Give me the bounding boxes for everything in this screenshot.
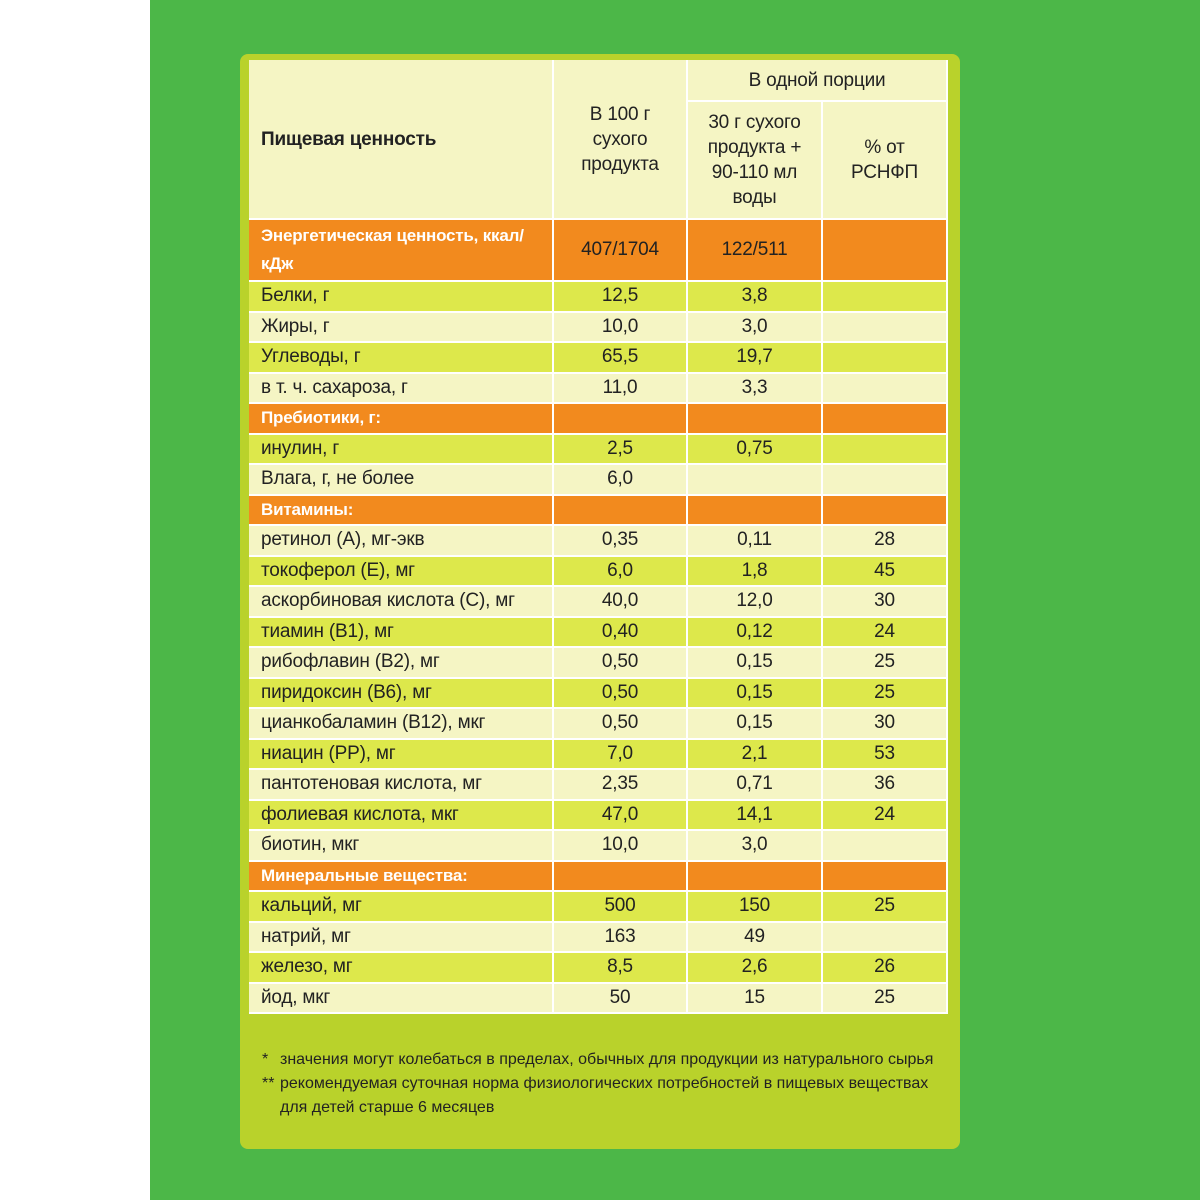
value-100g: 0,50 bbox=[554, 648, 688, 679]
row-label: тиамин (В1), мг bbox=[249, 618, 554, 649]
row-label: в т. ч. сахароза, г bbox=[249, 374, 554, 405]
value-serving: 12,0 bbox=[688, 587, 823, 618]
value-percent bbox=[823, 374, 948, 405]
footnote-2-continuation: для детей старше 6 месяцев bbox=[280, 1099, 495, 1116]
value-percent bbox=[823, 465, 948, 496]
value-percent: 25 bbox=[823, 648, 948, 679]
row-label: Энергетическая ценность, ккал/кДж bbox=[249, 220, 554, 282]
value-percent: 26 bbox=[823, 953, 948, 984]
value-serving: 3,0 bbox=[688, 831, 823, 862]
value-percent bbox=[823, 831, 948, 862]
row-label: натрий, мг bbox=[249, 923, 554, 954]
footnote-text: рекомендуемая суточная норма физиологических потребностей в пищевых веществах bbox=[280, 1075, 929, 1092]
row-label: йод, мкг bbox=[249, 984, 554, 1015]
row-label: Минеральные вещества: bbox=[249, 862, 554, 893]
value-percent: 25 bbox=[823, 984, 948, 1015]
value-serving: 14,1 bbox=[688, 801, 823, 832]
value-100g: 0,50 bbox=[554, 709, 688, 740]
value-100g: 40,0 bbox=[554, 587, 688, 618]
value-serving bbox=[688, 465, 823, 496]
value-100g: 0,50 bbox=[554, 679, 688, 710]
value-serving: 0,12 bbox=[688, 618, 823, 649]
value-percent: 28 bbox=[823, 526, 948, 557]
row-label: инулин, г bbox=[249, 435, 554, 466]
value-percent bbox=[823, 496, 948, 527]
value-100g: 65,5 bbox=[554, 343, 688, 374]
value-percent: 24 bbox=[823, 618, 948, 649]
value-percent: 36 bbox=[823, 770, 948, 801]
nutrition-table bbox=[249, 60, 948, 1014]
row-label: токоферол (Е), мг bbox=[249, 557, 554, 588]
row-label: рибофлавин (В2), мг bbox=[249, 648, 554, 679]
value-percent bbox=[823, 282, 948, 313]
value-100g: 50 bbox=[554, 984, 688, 1015]
value-serving: 2,1 bbox=[688, 740, 823, 771]
footnote-1 bbox=[262, 1048, 952, 1072]
value-100g: 6,0 bbox=[554, 465, 688, 496]
value-serving: 0,15 bbox=[688, 709, 823, 740]
value-percent bbox=[823, 404, 948, 435]
table-title: Пищевая ценность bbox=[249, 60, 554, 220]
value-percent bbox=[823, 862, 948, 893]
value-percent bbox=[823, 313, 948, 344]
row-label: аскорбиновая кислота (С), мг bbox=[249, 587, 554, 618]
row-label: биотин, мкг bbox=[249, 831, 554, 862]
value-serving: 3,0 bbox=[688, 313, 823, 344]
footnote-2 bbox=[262, 1072, 952, 1096]
value-100g: 10,0 bbox=[554, 831, 688, 862]
value-serving: 0,15 bbox=[688, 648, 823, 679]
value-100g: 8,5 bbox=[554, 953, 688, 984]
value-percent: 25 bbox=[823, 892, 948, 923]
value-serving: 49 bbox=[688, 923, 823, 954]
row-label: ниацин (РР), мг bbox=[249, 740, 554, 771]
row-label: кальций, мг bbox=[249, 892, 554, 923]
value-100g: 10,0 bbox=[554, 313, 688, 344]
footnote-mark: ** bbox=[262, 1075, 275, 1092]
value-serving: 3,3 bbox=[688, 374, 823, 405]
value-100g: 6,0 bbox=[554, 557, 688, 588]
value-serving: 19,7 bbox=[688, 343, 823, 374]
row-label: Углеводы, г bbox=[249, 343, 554, 374]
column-header-percent: % от РСНФП bbox=[823, 102, 948, 220]
value-serving: 15 bbox=[688, 984, 823, 1015]
value-100g: 0,35 bbox=[554, 526, 688, 557]
value-percent: 24 bbox=[823, 801, 948, 832]
footnote-mark: * bbox=[262, 1051, 269, 1068]
value-100g: 47,0 bbox=[554, 801, 688, 832]
value-100g: 163 bbox=[554, 923, 688, 954]
row-label: пантотеновая кислота, мг bbox=[249, 770, 554, 801]
row-label: железо, мг bbox=[249, 953, 554, 984]
value-serving: 0,11 bbox=[688, 526, 823, 557]
value-percent: 25 bbox=[823, 679, 948, 710]
column-header-serving: 30 г сухого продукта + 90-110 мл воды bbox=[688, 102, 823, 220]
value-percent bbox=[823, 343, 948, 374]
value-100g: 2,5 bbox=[554, 435, 688, 466]
value-percent: 30 bbox=[823, 709, 948, 740]
value-100g: 2,35 bbox=[554, 770, 688, 801]
value-100g bbox=[554, 496, 688, 527]
footnotes bbox=[262, 1048, 952, 1120]
value-serving: 150 bbox=[688, 892, 823, 923]
value-100g: 7,0 bbox=[554, 740, 688, 771]
value-percent bbox=[823, 220, 948, 282]
value-serving bbox=[688, 862, 823, 893]
value-serving bbox=[688, 404, 823, 435]
value-percent: 45 bbox=[823, 557, 948, 588]
value-100g: 0,40 bbox=[554, 618, 688, 649]
value-serving: 2,6 bbox=[688, 953, 823, 984]
value-100g bbox=[554, 862, 688, 893]
row-label: цианкобаламин (В12), мкг bbox=[249, 709, 554, 740]
row-label: Жиры, г bbox=[249, 313, 554, 344]
value-100g: 500 bbox=[554, 892, 688, 923]
row-label: Белки, г bbox=[249, 282, 554, 313]
value-serving: 3,8 bbox=[688, 282, 823, 313]
footnote-text: значения могут колебаться в пределах, обычных для продукции из натурального сырья bbox=[280, 1051, 934, 1068]
value-serving: 1,8 bbox=[688, 557, 823, 588]
value-percent bbox=[823, 923, 948, 954]
value-100g: 11,0 bbox=[554, 374, 688, 405]
column-header-100g: В 100 г сухого продукта bbox=[554, 60, 688, 220]
value-percent: 53 bbox=[823, 740, 948, 771]
row-label: ретинол (А), мг-экв bbox=[249, 526, 554, 557]
value-100g: 12,5 bbox=[554, 282, 688, 313]
value-serving bbox=[688, 496, 823, 527]
row-label: Витамины: bbox=[249, 496, 554, 527]
value-percent: 30 bbox=[823, 587, 948, 618]
row-label: Пребиотики, г: bbox=[249, 404, 554, 435]
value-serving: 0,15 bbox=[688, 679, 823, 710]
value-serving: 0,71 bbox=[688, 770, 823, 801]
column-group-serving: В одной порции bbox=[688, 60, 948, 102]
value-100g: 407/1704 bbox=[554, 220, 688, 282]
value-percent bbox=[823, 435, 948, 466]
row-label: Влага, г, не более bbox=[249, 465, 554, 496]
value-100g bbox=[554, 404, 688, 435]
value-serving: 0,75 bbox=[688, 435, 823, 466]
row-label: фолиевая кислота, мкг bbox=[249, 801, 554, 832]
value-serving: 122/511 bbox=[688, 220, 823, 282]
row-label: пиридоксин (В6), мг bbox=[249, 679, 554, 710]
